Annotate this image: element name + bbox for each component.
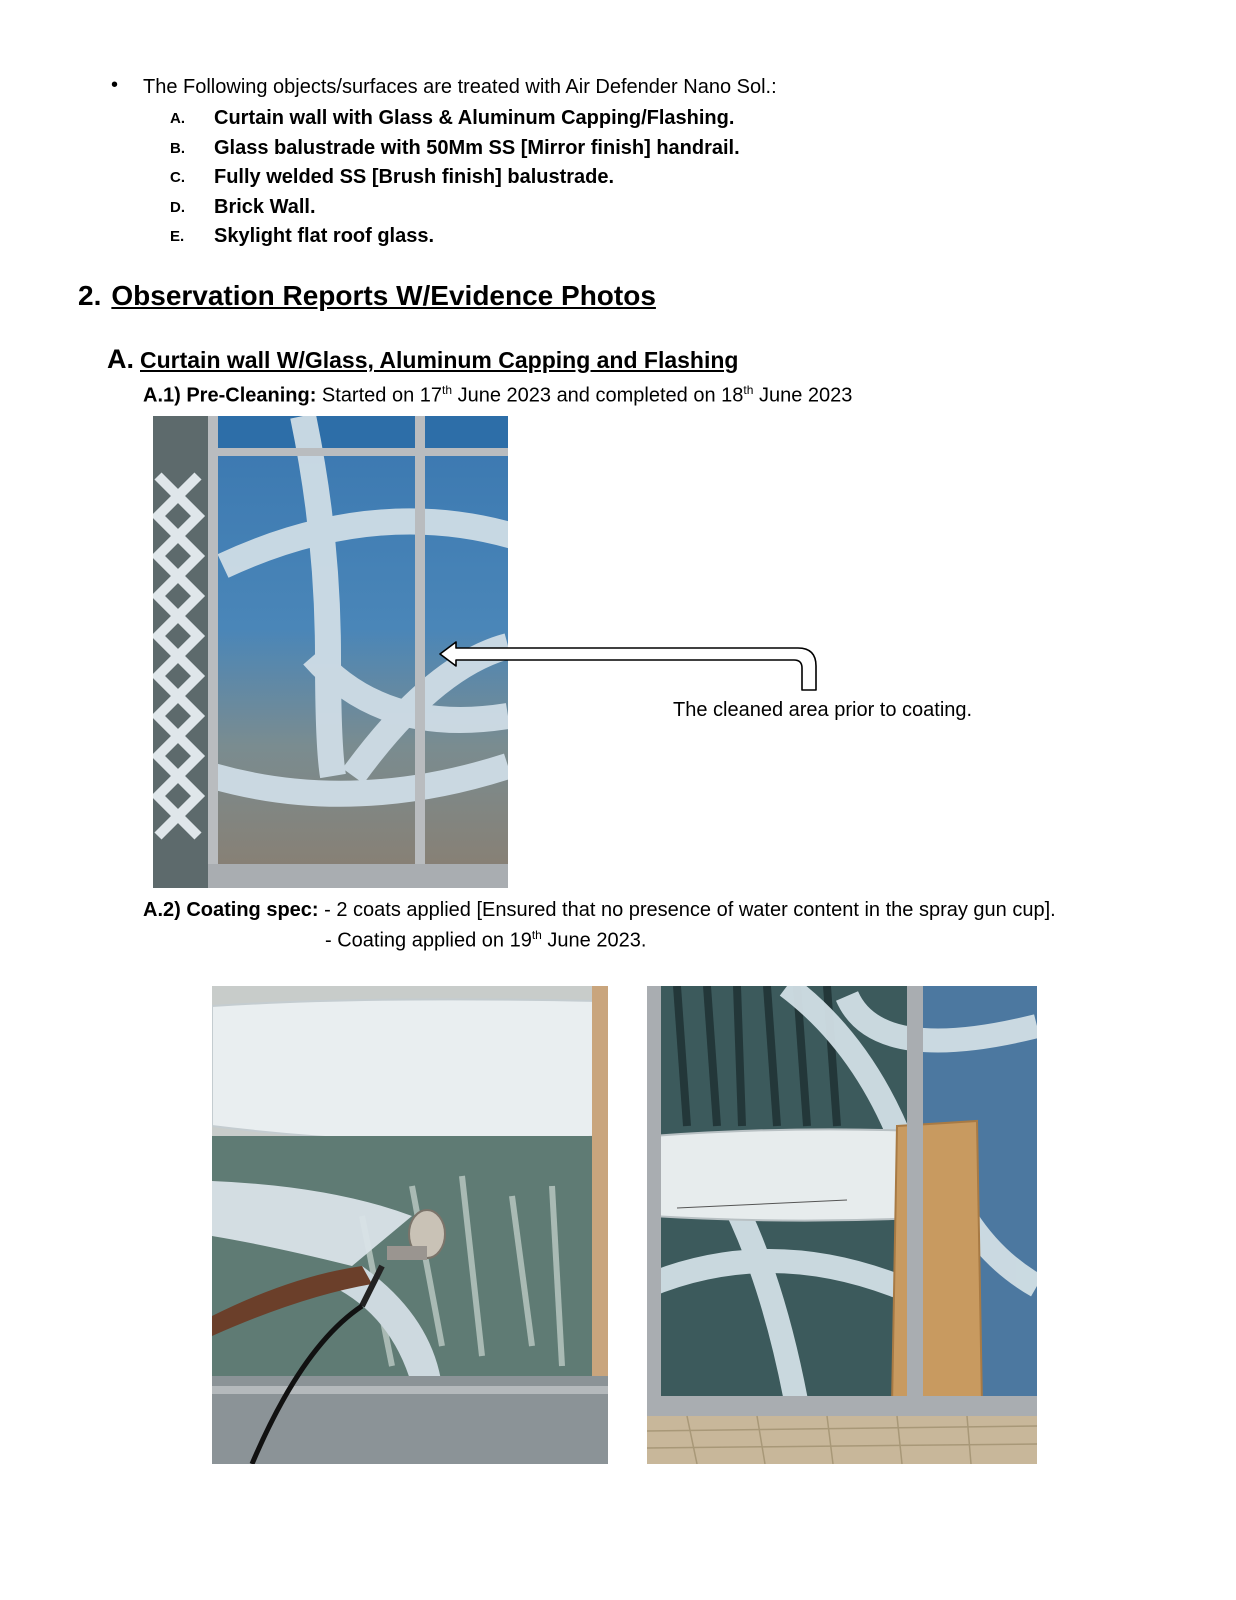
pre-cleaning-label: A.1) Pre-Cleaning:: [143, 384, 317, 407]
coating-spec-label: A.2) Coating spec:: [143, 899, 319, 921]
list-letter: C.: [170, 169, 185, 187]
list-letter: B.: [170, 139, 185, 157]
ordinal-suffix: th: [531, 928, 542, 942]
treated-surfaces-list: [170, 104, 740, 252]
bullet-marker: •: [111, 74, 119, 96]
callout-caption: The cleaned area prior to coating.: [673, 699, 973, 721]
intro-text: The Following objects/surfaces are treated with Air Defender Nano Sol.:: [143, 76, 777, 98]
coating-date-text: - Coating applied on 19: [325, 929, 532, 952]
list-text: Brick Wall.: [214, 195, 316, 218]
coating-spec-text: - 2 coats applied [Ensured that no presence of water content in the spray gun cup].: [318, 899, 1056, 921]
coating-date-line: [325, 928, 646, 953]
pre-cleaning-line: [143, 383, 852, 408]
list-letter: A.: [170, 110, 185, 128]
list-item: [170, 193, 740, 223]
pre-cleaning-text: June 2023: [753, 384, 853, 407]
section-number: 2.: [78, 280, 102, 311]
callout-arrow: [438, 640, 818, 694]
list-text: Fully welded SS [Brush finish] balustrade.: [214, 166, 615, 189]
pre-cleaning-text: June 2023 and completed on 18: [452, 384, 744, 407]
list-item: [170, 163, 740, 193]
coating-date-text: June 2023.: [541, 929, 647, 952]
masked-glass-photo: [647, 986, 1037, 1464]
list-item: [170, 222, 740, 252]
section-title: Observation Reports W/Evidence Photos: [111, 280, 656, 311]
subsection-letter: A.: [107, 344, 134, 374]
ordinal-suffix: th: [743, 383, 754, 397]
subsection-heading: [107, 344, 738, 375]
list-text: Glass balustrade with 50Mm SS [Mirror finish] handrail.: [214, 136, 740, 159]
photo-spray-coating: [212, 986, 608, 1464]
list-letter: E.: [170, 228, 185, 246]
list-text: Skylight flat roof glass.: [214, 225, 435, 248]
section-heading: [78, 280, 656, 312]
list-text: Curtain wall with Glass & Aluminum Capping/Flashing.: [214, 107, 735, 130]
coating-spec-line: [143, 899, 1056, 922]
subsection-title: Curtain wall W/Glass, Aluminum Capping and Flashing: [140, 347, 739, 373]
photo-after-masking: [647, 986, 1037, 1464]
pre-cleaning-text: Started on 17: [316, 384, 443, 407]
list-item: [170, 134, 740, 164]
list-item: [170, 104, 740, 134]
ordinal-suffix: th: [442, 383, 453, 397]
spray-coating-photo: [212, 986, 608, 1464]
list-letter: D.: [170, 198, 185, 216]
